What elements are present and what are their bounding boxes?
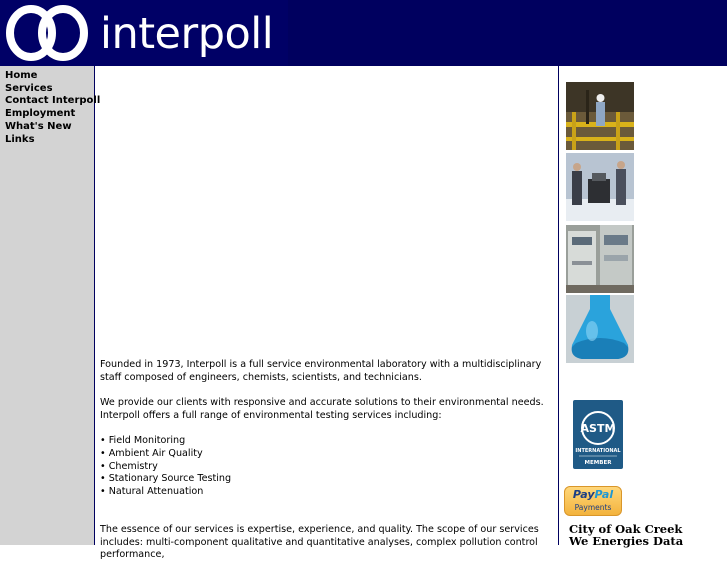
- nav-contact[interactable]: Contact Interpoll: [5, 95, 101, 107]
- nav-home[interactable]: Home: [5, 70, 38, 81]
- nav-services[interactable]: Services: [5, 82, 53, 94]
- oak-creek-line1: City of Oak Creek: [569, 522, 683, 536]
- main-content: [95, 66, 559, 561]
- service-item: • Ambient Air Quality: [100, 447, 203, 459]
- service-item: • Chemistry: [100, 460, 158, 472]
- logo-text: interpoll: [100, 9, 274, 59]
- oak-creek-link[interactable]: [569, 523, 683, 547]
- intro-paragraph: Founded in 1973, Interpoll is a full service environmental laboratory with a multidisciplinary staff composed of engineers, chemists, scientists, and technicians.: [100, 359, 542, 383]
- interpoll-rings-icon: [4, 3, 90, 63]
- blue-flask-photo: [566, 295, 634, 363]
- sidebar: [0, 66, 101, 545]
- lab-instruments-photo: [566, 225, 634, 293]
- paypal-logo: PayPal: [572, 488, 614, 501]
- paypal-payments-button[interactable]: [564, 486, 622, 516]
- logo[interactable]: [0, 0, 288, 66]
- winter-sampling-photo: [566, 153, 634, 221]
- oak-creek-line2: We Energies Data: [569, 534, 684, 548]
- astm-international-text: INTERNATIONAL: [575, 448, 621, 454]
- nav-links[interactable]: Links: [5, 133, 35, 145]
- scope-paragraph: The essence of our services is expertise, experience, and quality. The scope of our services includes: multi-component qualitative and quantitative analyses, complex pollution control performance,: [100, 524, 539, 561]
- field-worker-photo: [566, 82, 634, 150]
- service-item: • Stationary Source Testing: [100, 473, 232, 485]
- astm-member-text: MEMBER: [584, 460, 612, 466]
- services-intro-paragraph: We provide our clients with responsive and accurate solutions to their environmental needs. Interpoll offers a full range of environmental testing services including:: [100, 397, 544, 421]
- service-item: • Field Monitoring: [100, 435, 186, 447]
- content-text: [100, 359, 552, 562]
- astm-logo-text: ASTM: [580, 422, 616, 435]
- service-item: • Natural Attenuation: [100, 486, 204, 497]
- astm-member-badge[interactable]: [573, 400, 623, 469]
- nav-menu: [0, 66, 101, 146]
- paypal-payments-label: Payments: [574, 503, 612, 512]
- right-column: [559, 66, 727, 548]
- site-header: [0, 0, 727, 66]
- nav-employment[interactable]: Employment: [5, 108, 76, 120]
- nav-whats-new[interactable]: What's New: [5, 120, 72, 132]
